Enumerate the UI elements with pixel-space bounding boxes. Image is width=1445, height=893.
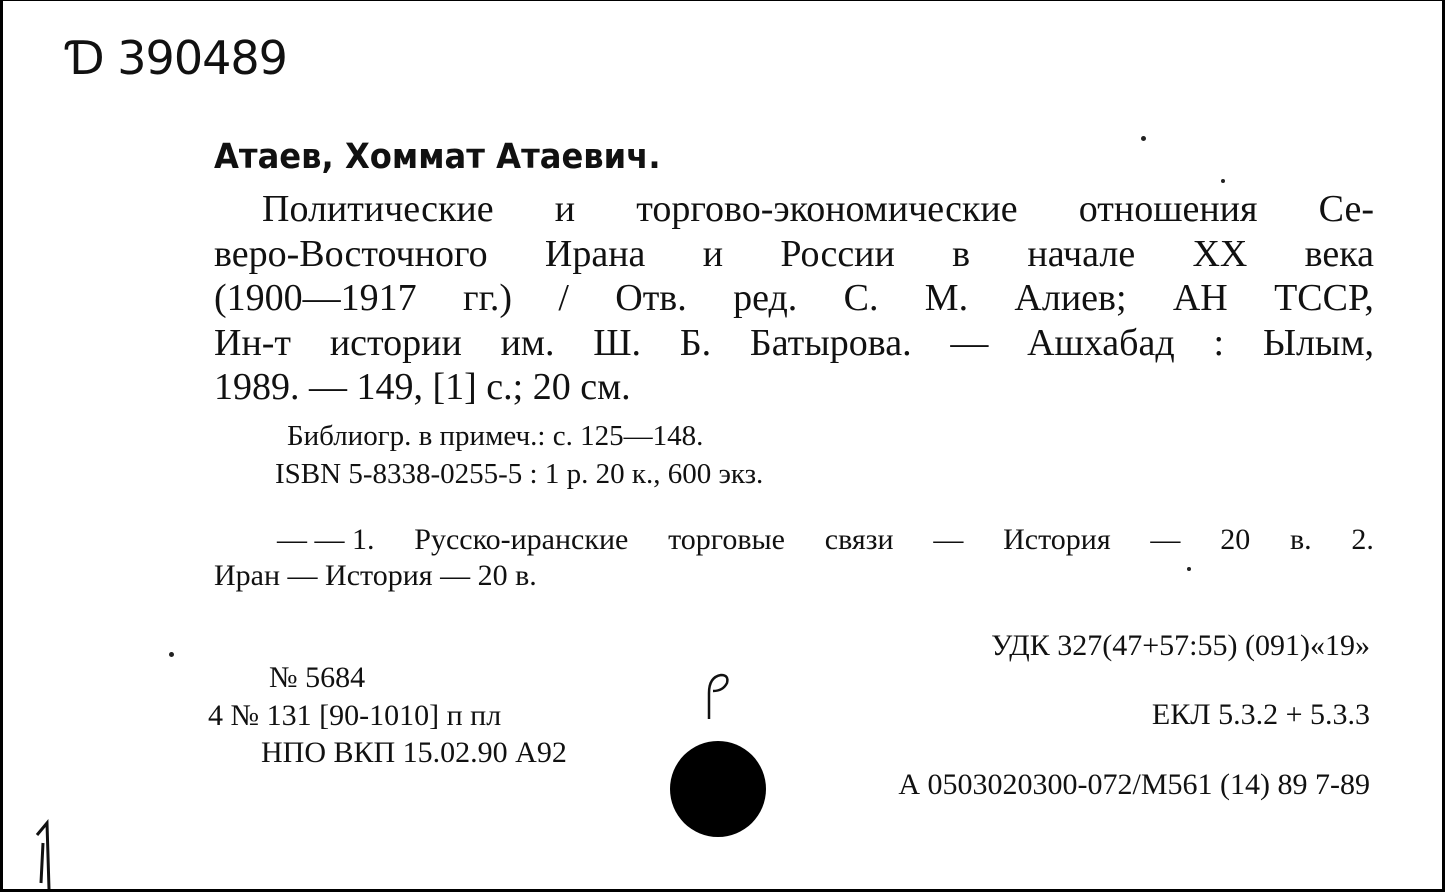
a-index-code: А 0503020300-072/М561 (14) 89 7-89	[898, 768, 1370, 801]
bibliography-note: Библиогр. в примеч.: с. 125—148.	[287, 420, 704, 452]
speck	[1187, 567, 1191, 571]
subject-word: в.	[1289, 523, 1312, 556]
title-word: торгово-экономические	[636, 188, 1018, 230]
handwritten-mark-icon	[693, 669, 733, 725]
speck	[169, 652, 174, 657]
subject-word: — — 1.	[277, 523, 375, 556]
title-word: России	[780, 232, 895, 275]
speck	[1221, 179, 1225, 183]
title-word: века	[1304, 232, 1374, 275]
notes-block	[275, 417, 764, 493]
title-word: С.	[843, 277, 879, 319]
title-word: начале	[1027, 232, 1136, 275]
title-word: ред.	[733, 277, 798, 319]
title-word: истории	[329, 321, 462, 364]
title-word: 1989. — 149, [1] с.; 20 см.	[214, 366, 631, 408]
title-word: XX	[1192, 232, 1248, 275]
subjects-line-1	[214, 522, 1374, 558]
title-word: и	[554, 188, 576, 230]
title-line-4	[214, 321, 1374, 366]
subject-word: Русско-иранские	[414, 523, 629, 556]
title-word: и	[702, 232, 724, 275]
title-word: ТССР,	[1274, 277, 1374, 319]
title-line-5	[214, 365, 1374, 410]
subject-headings	[214, 522, 1374, 594]
title-word: АН	[1172, 277, 1228, 319]
udk-code: УДК 327(47+57:55) (091)«19»	[991, 629, 1370, 662]
title-word: Ин-т	[214, 321, 292, 364]
subject-word: —	[1150, 523, 1181, 556]
subject-word: История	[1003, 523, 1111, 556]
title-word: Б.	[679, 321, 712, 364]
isbn-line: ISBN 5-8338-0255-5 : 1 р. 20 к., 600 экз.	[275, 458, 764, 490]
ekl-code: ЕКЛ 5.3.2 + 5.3.3	[1151, 698, 1370, 731]
speck	[1141, 136, 1146, 141]
handwritten-stroke-icon	[29, 813, 59, 893]
title-word: Алиев;	[1014, 277, 1127, 319]
punch-hole-dot	[670, 741, 766, 837]
order-line: 4 № 131 [90-1010] п пл	[208, 699, 502, 732]
subject-word: 2.	[1351, 523, 1374, 556]
title-word: Ш.	[593, 321, 642, 364]
subject-word: —	[933, 523, 964, 556]
title-word: Батырова.	[749, 321, 912, 364]
title-word: —	[950, 321, 989, 364]
title-description	[214, 187, 1374, 410]
order-number: № 5684	[269, 661, 366, 694]
npo-line: НПО ВКП 15.02.90 А92	[261, 736, 567, 769]
title-word: гг.)	[462, 277, 513, 319]
title-word: Ашхабад	[1027, 321, 1175, 364]
title-word: Ылым,	[1262, 321, 1374, 364]
title-word: М.	[924, 277, 969, 319]
subject-word: связи	[824, 523, 894, 556]
subject-word: торговые	[668, 523, 785, 556]
title-line-2	[214, 232, 1374, 277]
title-word: в	[952, 232, 971, 275]
title-word: /	[558, 277, 569, 319]
title-word: отношения	[1078, 188, 1258, 230]
title-word: веро-Восточного	[214, 232, 488, 275]
catalog-number: Ɗ 390489	[67, 31, 287, 85]
title-line-1	[214, 187, 1374, 232]
title-word: им.	[500, 321, 555, 364]
title-word: Отв.	[615, 277, 687, 319]
subject-word: 20	[1220, 523, 1251, 556]
subjects-line-2: Иран — История — 20 в.	[214, 559, 537, 592]
title-word: (1900—1917	[214, 277, 417, 319]
title-line-3	[214, 276, 1374, 321]
title-word: :	[1213, 321, 1225, 364]
title-word: Политические	[262, 188, 494, 230]
title-word: Се-	[1318, 188, 1374, 230]
title-word: Ирана	[544, 232, 646, 275]
author-heading: Атаев, Хоммат Атаевич.	[214, 137, 661, 177]
